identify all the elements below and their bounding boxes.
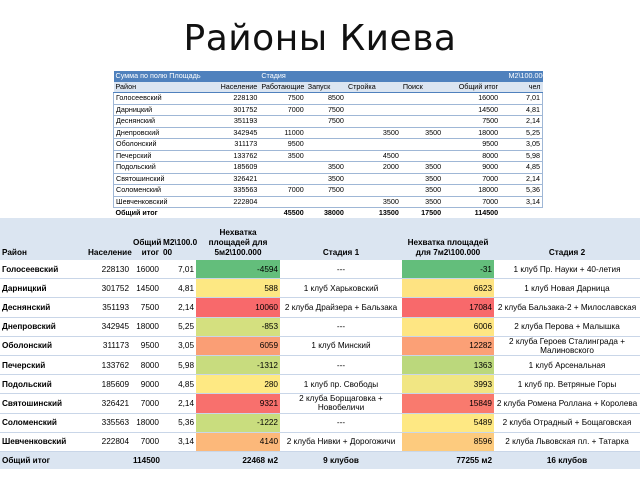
- pivot-cell: Деснянский: [114, 116, 207, 128]
- stage-1-cell: ---: [280, 317, 402, 336]
- pivot-cell: 4,81: [507, 104, 543, 116]
- pivot-cell: 3500: [401, 185, 443, 197]
- pivot-cell: 18000: [443, 185, 500, 197]
- pivot-cell: [259, 196, 305, 208]
- pivot-cell: [401, 139, 443, 151]
- pivot-cell: 16000: [443, 93, 500, 105]
- total-cell: 7500: [131, 298, 161, 317]
- pivot-cell: 3,14: [507, 196, 543, 208]
- pivot-total-row: [114, 208, 543, 219]
- pivot-cell: [346, 139, 401, 151]
- m2-cell: 4,85: [161, 375, 196, 394]
- district-cell: Дарницкий: [0, 279, 86, 298]
- table-row: [0, 394, 640, 413]
- pivot-cell: 222804: [206, 196, 259, 208]
- stage-2-cell: 1 клуб пр. Ветряные Горы: [494, 375, 640, 394]
- population-cell: 185609: [86, 375, 131, 394]
- pivot-cell: Общий итог: [443, 82, 500, 93]
- shortage-5-cell: 6059: [196, 336, 280, 355]
- pivot-cell: [346, 116, 401, 128]
- pivot-cell: 45500: [259, 208, 305, 219]
- m2-cell: 3,14: [161, 432, 196, 451]
- stage-1-cell: 2 клуба Борщаговка + Новобеличи: [280, 394, 402, 413]
- pivot-cell: [306, 127, 346, 139]
- pivot-cell: 5,36: [507, 185, 543, 197]
- header-shortage-7: Нехватка площадей для 7м2\100.000: [402, 218, 494, 260]
- shortage-7-cell: 12282: [402, 336, 494, 355]
- table-header-row: [0, 218, 640, 260]
- population-cell: 228130: [86, 260, 131, 279]
- pivot-cell: Поиск: [401, 82, 443, 93]
- pivot-cell: Работающие: [261, 81, 305, 91]
- pivot-cell: 9000: [443, 162, 500, 174]
- pivot-cell: [346, 173, 401, 185]
- stage-1-cell: 2 клуба Драйзера + Бальзака: [280, 298, 402, 317]
- shortage-5-cell: 10060: [196, 298, 280, 317]
- pivot-cell: 3500: [401, 127, 443, 139]
- shortage-7-cell: 3993: [402, 375, 494, 394]
- pivot-cell: 5,25: [507, 127, 543, 139]
- m2-cell: 4,81: [161, 279, 196, 298]
- pivot-cell: 351193: [206, 116, 259, 128]
- pivot-cell: [346, 104, 401, 116]
- table-row: [0, 298, 640, 317]
- header-shortage-5: Нехватка площадей для 5м2\100.000: [196, 218, 280, 260]
- pivot-cell: 18000: [443, 127, 500, 139]
- pivot-cell: [306, 150, 346, 162]
- stage-2-cell: 2 клуба Героев Сталинграда + Малиновского: [494, 336, 640, 355]
- stage-1-cell: ---: [280, 413, 402, 432]
- shortage-7-cell: 8596: [402, 432, 494, 451]
- pivot-cell: 301752: [206, 104, 259, 116]
- shortage-7-cell: 1363: [402, 355, 494, 374]
- pivot-cell: [306, 139, 346, 151]
- shortage-5-cell: 4140: [196, 432, 280, 451]
- stage-1-cell: 1 клуб Харьковский: [280, 279, 402, 298]
- pivot-cell: [259, 162, 305, 174]
- table-row: [0, 336, 640, 355]
- table-row: [0, 260, 640, 279]
- pivot-cell: 2,14: [507, 116, 543, 128]
- stage-2-cell: 2 клуба Перова + Малышка: [494, 317, 640, 336]
- pivot-cell: [259, 173, 305, 185]
- shortage-7-cell: -31: [402, 260, 494, 279]
- table-row: [0, 355, 640, 374]
- table-row: [0, 279, 640, 298]
- population-cell: 133762: [86, 355, 131, 374]
- pivot-cell: 5,98: [507, 150, 543, 162]
- pivot-cell: Население: [206, 82, 259, 93]
- page-title: Районы Киева: [183, 18, 457, 59]
- pivot-cell: 342945: [206, 127, 259, 139]
- pivot-cell: 3500: [259, 150, 305, 162]
- pivot-cell: [206, 71, 259, 82]
- pivot-cell: 9500: [443, 139, 500, 151]
- m2-cell: 5,36: [161, 413, 196, 432]
- total-cell: 7000: [131, 432, 161, 451]
- pivot-cell: 326421: [206, 173, 259, 185]
- shortage-7-cell: 5489: [402, 413, 494, 432]
- pivot-cell: [346, 71, 401, 82]
- total-label: Общий итог: [0, 451, 86, 469]
- pivot-cell: [259, 116, 305, 128]
- pivot-cell: [401, 150, 443, 162]
- pivot-row: [114, 173, 543, 185]
- shortage-7-cell: 6006: [402, 317, 494, 336]
- pivot-cell: 7500: [259, 93, 305, 105]
- pivot-cell: [346, 93, 401, 105]
- pivot-row: [114, 93, 543, 105]
- pivot-cell: чел: [507, 82, 543, 93]
- pivot-row: [114, 127, 543, 139]
- shortage-7-cell: 6623: [402, 279, 494, 298]
- pivot-cell: 133762: [206, 150, 259, 162]
- pivot-cell: Шевченковский: [114, 196, 207, 208]
- pivot-cell: 185609: [206, 162, 259, 174]
- population-cell: 311173: [86, 336, 131, 355]
- district-cell: Печерский: [0, 355, 86, 374]
- stage-1-cell: ---: [280, 355, 402, 374]
- pivot-cell: 7000: [259, 185, 305, 197]
- table-row: [0, 375, 640, 394]
- shortage-5-cell: -4594: [196, 260, 280, 279]
- pivot-cell: [306, 71, 346, 82]
- pivot-cell: 3500: [306, 162, 346, 174]
- pivot-cell: [206, 208, 259, 219]
- total-row: [0, 451, 640, 469]
- m2-cell: 5,25: [161, 317, 196, 336]
- stage-2-cell: 2 клуба Ромена Роллана + Королева: [494, 394, 640, 413]
- pivot-cell: 228130: [206, 93, 259, 105]
- stage-2-cell: 1 клуб Пр. Науки + 40-летия: [494, 260, 640, 279]
- total-cell: 14500: [131, 279, 161, 298]
- shortage-5-cell: 280: [196, 375, 280, 394]
- pivot-cell: 4500: [346, 150, 401, 162]
- population-cell: 222804: [86, 432, 131, 451]
- pivot-cell: 7000: [443, 196, 500, 208]
- pivot-cell: 7500: [306, 104, 346, 116]
- pivot-cell: [507, 208, 543, 219]
- total-stage-2: 16 клубов: [494, 451, 640, 469]
- pivot-row: [114, 104, 543, 116]
- pivot-cell: 14500: [443, 104, 500, 116]
- pivot-cell: 3500: [346, 196, 401, 208]
- pivot-cell: Подольский: [114, 162, 207, 174]
- district-cell: Шевченковский: [0, 432, 86, 451]
- table-row: [0, 317, 640, 336]
- pivot-cell: Район: [114, 82, 207, 93]
- pivot-cell: Голосеевский: [114, 93, 207, 105]
- pivot-cell: 3,05: [507, 139, 543, 151]
- district-cell: Подольский: [0, 375, 86, 394]
- stage-2-cell: 1 клуб Новая Дарница: [494, 279, 640, 298]
- pivot-cell: Сумма по полю Площадь: [114, 71, 207, 82]
- m2-cell: 3,05: [161, 336, 196, 355]
- pivot-header-row: [114, 71, 543, 82]
- pivot-cell: 7000: [443, 173, 500, 185]
- pivot-cell: 7500: [306, 116, 346, 128]
- shortage-5-cell: 9321: [196, 394, 280, 413]
- m2-cell: 2,14: [161, 394, 196, 413]
- pivot-cell: 7500: [306, 185, 346, 197]
- district-cell: Соломенский: [0, 413, 86, 432]
- population-cell: 326421: [86, 394, 131, 413]
- pivot-cell: 7,01: [507, 93, 543, 105]
- population-cell: 335563: [86, 413, 131, 432]
- district-cell: Деснянский: [0, 298, 86, 317]
- pivot-cell: Печерский: [114, 150, 207, 162]
- district-cell: Днепровский: [0, 317, 86, 336]
- stage-1-cell: 1 клуб Минский: [280, 336, 402, 355]
- pivot-row: [114, 196, 543, 208]
- stage-1-cell: ---: [280, 260, 402, 279]
- stage-2-cell: 2 клуба Отрадный + Бощаговская: [494, 413, 640, 432]
- pivot-cell: Стадия: [259, 71, 305, 82]
- shortage-5-cell: -1312: [196, 355, 280, 374]
- shortage-7-cell: 17084: [402, 298, 494, 317]
- pivot-cell: 4,85: [507, 162, 543, 174]
- shortage-5-cell: 588: [196, 279, 280, 298]
- pivot-cell: 7500: [443, 116, 500, 128]
- total-shortage-5: 22468 м2: [196, 451, 280, 469]
- pivot-cell: 3500: [401, 196, 443, 208]
- population-cell: 342945: [86, 317, 131, 336]
- total-stage-1: 9 клубов: [280, 451, 402, 469]
- m2-cell: 7,01: [161, 260, 196, 279]
- stage-2-cell: 2 клуба Львовская пл. + Татарка: [494, 432, 640, 451]
- districts-table: [0, 218, 640, 469]
- header-m2: М2\100.0 00: [161, 218, 196, 260]
- total-cell: 18000: [131, 413, 161, 432]
- pivot-cell: Святошинский: [114, 173, 207, 185]
- total-cell: 8000: [131, 355, 161, 374]
- pivot-cell: 2,14: [507, 173, 543, 185]
- pivot-row: [114, 150, 543, 162]
- shortage-7-cell: 15849: [402, 394, 494, 413]
- pivot-cell: [306, 196, 346, 208]
- pivot-cell: Оболонский: [114, 139, 207, 151]
- pivot-cell: 8000: [443, 150, 500, 162]
- pivot-cell: 2000: [346, 162, 401, 174]
- pivot-cell: 311173: [206, 139, 259, 151]
- pivot-cell: [346, 185, 401, 197]
- pivot-cell: [401, 104, 443, 116]
- pivot-subheader-row: [114, 82, 543, 93]
- header-district: Район: [0, 218, 86, 260]
- total-value: 114500: [131, 451, 161, 469]
- stage-1-cell: 1 клуб пр. Свободы: [280, 375, 402, 394]
- header-stage-1: Стадия 1: [280, 218, 402, 260]
- stage-2-cell: 2 клуба Бальзака-2 + Милославская: [494, 298, 640, 317]
- pivot-cell: 8500: [306, 93, 346, 105]
- pivot-cell: 7000: [259, 104, 305, 116]
- pivot-cell: [443, 71, 500, 82]
- pivot-cell: 13500: [346, 208, 401, 219]
- pivot-cell: 3500: [306, 173, 346, 185]
- pivot-row: [114, 116, 543, 128]
- pivot-cell: 335563: [206, 185, 259, 197]
- pivot-cell: Днепровский: [114, 127, 207, 139]
- total-cell: 18000: [131, 317, 161, 336]
- stage-1-cell: 2 клуба Нивки + Дорогожичи: [280, 432, 402, 451]
- total-cell: 16000: [131, 260, 161, 279]
- population-cell: 351193: [86, 298, 131, 317]
- pivot-cell: Общий итог: [114, 208, 207, 219]
- pivot-cell: Запуск: [306, 82, 346, 93]
- pivot-cell: Стройка: [346, 82, 401, 93]
- district-cell: Голосеевский: [0, 260, 86, 279]
- total-cell: 7000: [131, 394, 161, 413]
- total-cell: 9000: [131, 375, 161, 394]
- pivot-cell: 3500: [401, 162, 443, 174]
- header-population: Население: [86, 218, 131, 260]
- table-row: [0, 432, 640, 451]
- pivot-row: [114, 185, 543, 197]
- header-stage-2: Стадия 2: [494, 218, 640, 260]
- pivot-cell: [401, 93, 443, 105]
- pivot-cell: 3500: [401, 173, 443, 185]
- total-shortage-7: 77255 м2: [402, 451, 494, 469]
- pivot-row: [114, 162, 543, 174]
- pivot-cell: Дарницкий: [114, 104, 207, 116]
- total-cell: 9500: [131, 336, 161, 355]
- population-cell: 301752: [86, 279, 131, 298]
- pivot-cell: [401, 71, 443, 82]
- shortage-5-cell: -853: [196, 317, 280, 336]
- table-row: [0, 413, 640, 432]
- pivot-row: [114, 139, 543, 151]
- pivot-cell: [401, 116, 443, 128]
- pivot-cell: 17500: [401, 208, 443, 219]
- header-total: Общий итог: [131, 218, 161, 260]
- pivot-cell: М2\100.000: [508, 71, 547, 81]
- pivot-cell: 114500: [443, 208, 500, 219]
- pivot-cell: 9500: [259, 139, 305, 151]
- district-cell: Оболонский: [0, 336, 86, 355]
- shortage-5-cell: -1222: [196, 413, 280, 432]
- pivot-table: [113, 71, 547, 219]
- stage-2-cell: 1 клуб Арсенальная: [494, 355, 640, 374]
- district-cell: Святошинский: [0, 394, 86, 413]
- pivot-cell: 38000: [306, 208, 346, 219]
- pivot-cell: 11000: [259, 127, 305, 139]
- pivot-cell: Соломенский: [114, 185, 207, 197]
- m2-cell: 2,14: [161, 298, 196, 317]
- pivot-cell: 3500: [346, 127, 401, 139]
- m2-cell: 5,98: [161, 355, 196, 374]
